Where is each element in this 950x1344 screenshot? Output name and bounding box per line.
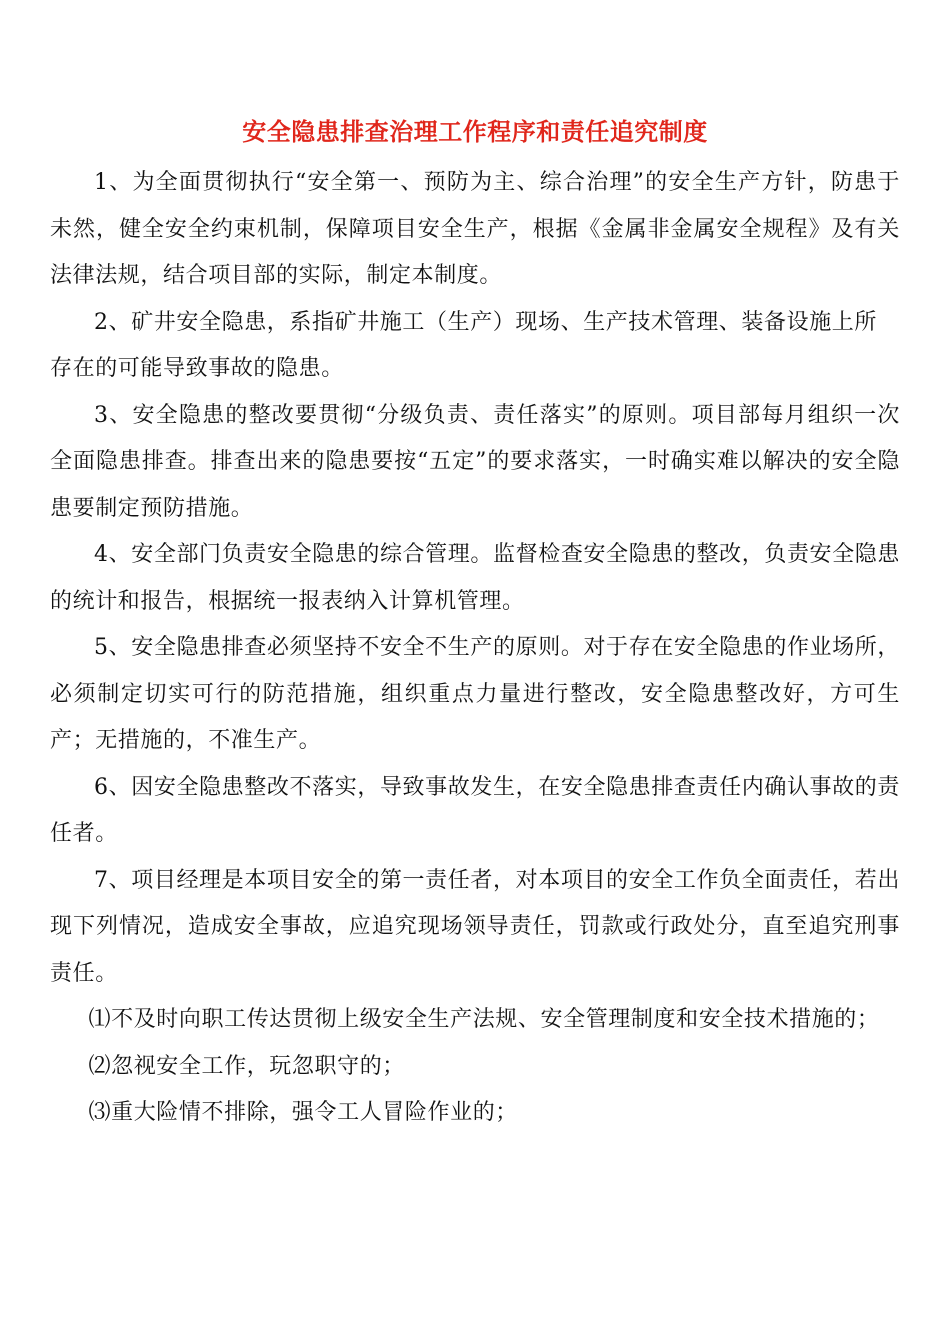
list-item-3: ⑶重大险情不排除，强令工人冒险作业的； — [88, 1100, 518, 1125]
paragraph-7: 7、项目经理是本项目安全的第一责任者，对本项目的安全工作负全面责任，若出现下列情况，造成安全事故，应追究现场领导责任，罚款或行政处分，直至追究刑事责任。 — [50, 867, 900, 986]
paragraph-1: 1、为全面贯彻执行“安全第一、预防为主、综合治理”的安全生产方针，防患于未然，健全安全约束机制，保障项目安全生产，根据《金属非金属安全规程》及有关法律法规，结合项目部的实际，制定本制度。 — [50, 170, 900, 288]
document-body — [50, 160, 900, 1137]
paragraph-3: 3、安全隐患的整改要贯彻“分级负责、责任落实”的原则。项目部每月组织一次全面隐患排查。排查出来的隐患要按“五定”的要求落实，一时确实难以解决的安全隐患要制定预防措施。 — [50, 402, 900, 521]
document-title: 安全隐患排查治理工作程序和责任追究制度 — [242, 117, 708, 146]
paragraph-5: 5、安全隐患排查必须坚持不安全不生产的原则。对于存在安全隐患的作业场所，必须制定切实可行的防范措施，组织重点力量进行整改，安全隐患整改好，方可生产；无措施的，不准生产。 — [50, 635, 900, 753]
list-item-2: ⑵忽视安全工作，玩忽职守的； — [88, 1053, 405, 1079]
paragraph-4: 4、安全部门负责安全隐患的综合管理。监督检查安全隐患的整改，负责安全隐患的统计和报告，根据统一报表纳入计算机管理。 — [50, 542, 900, 614]
list-item-1: ⑴不及时向职工传达贯彻上级安全生产法规、安全管理制度和安全技术措施的； — [88, 1007, 880, 1032]
paragraph-2: 2、矿井安全隐患，系指矿井施工（生产）现场、生产技术管理、装备设施上所 — [94, 309, 877, 335]
paragraph-6: 6、因安全隐患整改不落实，导致事故发生，在安全隐患排查责任内确认事故的责任者。 — [50, 774, 900, 846]
paragraph-2-continued: 存在的可能导致事故的隐患。 — [50, 356, 344, 381]
